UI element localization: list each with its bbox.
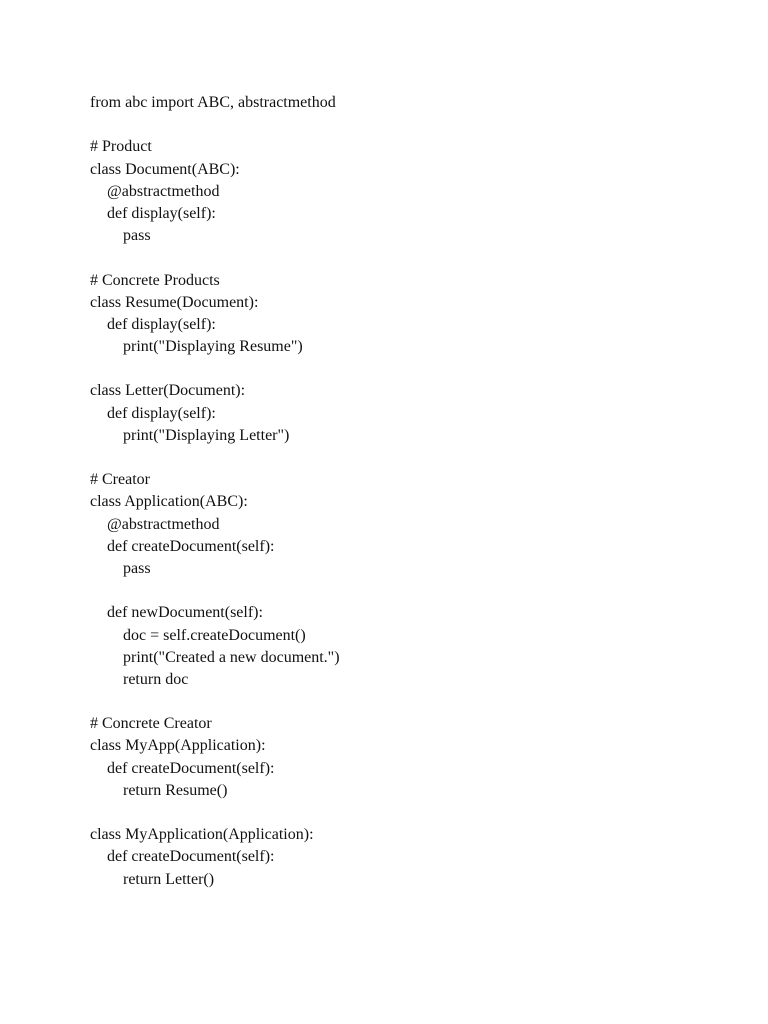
- code-line-def-display: def display(self):: [107, 315, 216, 333]
- code-line-class-document: class Document(ABC):: [90, 160, 240, 178]
- comment-concrete-products: # Concrete Products: [90, 271, 220, 289]
- comment-product: # Product: [90, 138, 152, 156]
- code-line-doc-assign: doc = self.createDocument(): [123, 626, 306, 644]
- blank-line: [90, 247, 730, 269]
- code-line-return-doc: return doc: [123, 670, 189, 688]
- code-line-def-display: def display(self):: [107, 204, 216, 222]
- code-line-print-resume: print("Displaying Resume"): [123, 338, 303, 356]
- code-line-import: from abc import ABC, abstractmethod: [90, 94, 336, 111]
- code-line-def-create-document: def createDocument(self):: [107, 537, 275, 555]
- code-line-decorator: @abstractmethod: [107, 515, 220, 533]
- code-line-print-letter: print("Displaying Letter"): [123, 426, 290, 444]
- code-line-def-create-document: def createDocument(self):: [107, 848, 275, 866]
- code-line-class-myapp: class MyApp(Application):: [90, 737, 266, 755]
- comment-concrete-creator: # Concrete Creator: [90, 715, 212, 733]
- blank-line: [90, 691, 730, 713]
- code-line-class-myapplication: class MyApplication(Application):: [90, 826, 314, 844]
- code-line-def-new-document: def newDocument(self):: [107, 604, 263, 622]
- code-line-return-resume: return Resume(): [123, 781, 228, 799]
- code-line-decorator: @abstractmethod: [107, 182, 220, 200]
- blank-line: [90, 447, 730, 469]
- code-line-pass: pass: [123, 559, 151, 577]
- comment-creator: # Creator: [90, 471, 150, 489]
- blank-line: [90, 358, 730, 380]
- code-line-class-application: class Application(ABC):: [90, 493, 248, 511]
- code-line-print-created: print("Created a new document."): [123, 648, 340, 666]
- code-line-return-letter: return Letter(): [123, 870, 215, 888]
- code-line-class-letter: class Letter(Document):: [90, 382, 246, 400]
- blank-line: [90, 114, 730, 136]
- blank-line: [90, 580, 730, 602]
- blank-line: [90, 802, 730, 824]
- code-line-pass: pass: [123, 227, 151, 245]
- code-line-def-display: def display(self):: [107, 404, 216, 422]
- code-listing: [90, 92, 730, 891]
- code-line-def-create-document: def createDocument(self):: [107, 759, 275, 777]
- code-line-class-resume: class Resume(Document):: [90, 293, 259, 311]
